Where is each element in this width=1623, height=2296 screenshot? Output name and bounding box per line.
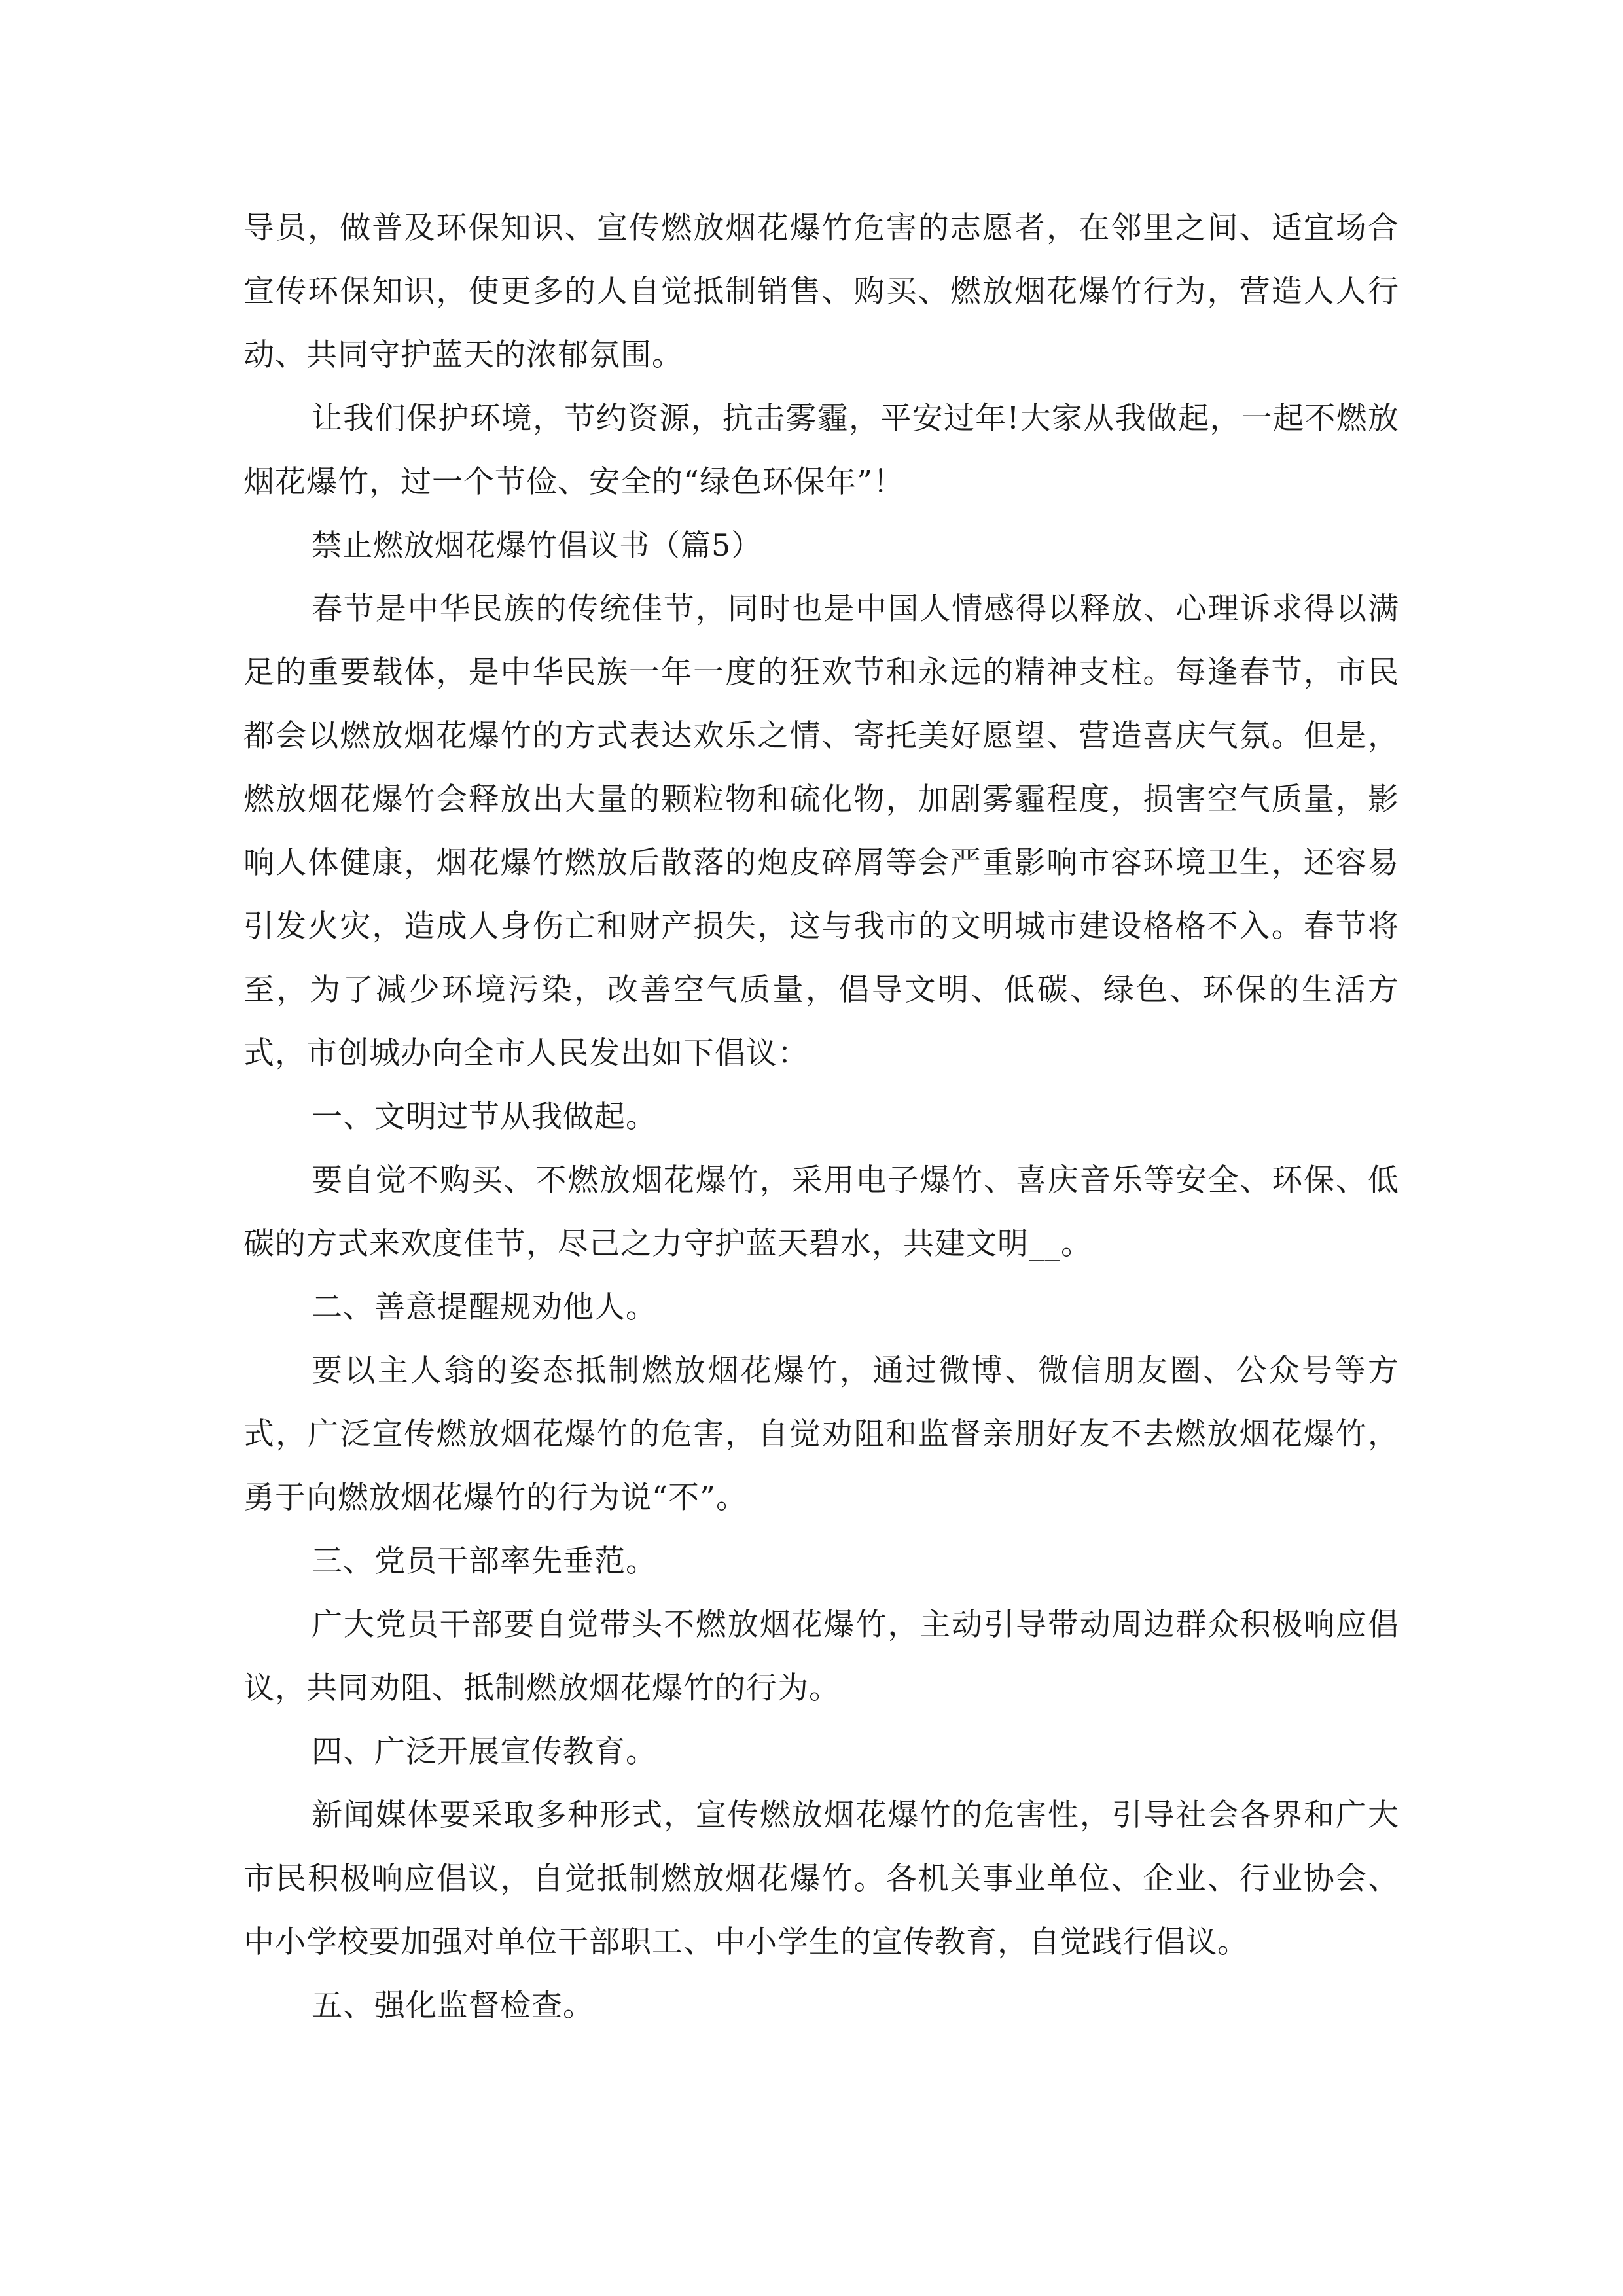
- paragraph-item-2: 要以主人翁的姿态抵制燃放烟花爆竹，通过微博、微信朋友圈、公众号等方式，广泛宣传燃放烟花爆竹的危害，自觉劝阻和监督亲朋好友不去燃放烟花爆竹，勇于向燃放烟花爆竹的行为说“不”。: [243, 1353, 1399, 1516]
- heading-item-1: 一、文明过节从我做起。: [312, 1099, 657, 1135]
- section-title: 禁止燃放烟花爆竹倡议书（篇5）: [312, 528, 762, 563]
- paragraph-continuation: 导员，做普及环保知识、宣传燃放烟花爆竹危害的志愿者，在邻里之间、适宜场合宣传环保知识，使更多的人自觉抵制销售、购买、燃放烟花爆竹行为，营造人人行动、共同守护蓝天的浓郁氛围。: [243, 210, 1399, 373]
- paragraph-item-4: 新闻媒体要采取多种形式，宣传燃放烟花爆竹的危害性，引导社会各界和广大市民积极响应倡议，自觉抵制燃放烟花爆竹。各机关事业单位、企业、行业协会、中小学校要加强对单位干部职工、中小学生的宣传教育，自觉践行倡议。: [243, 1797, 1399, 1960]
- paragraph-item-3: 广大党员干部要自觉带头不燃放烟花爆竹，主动引导带动周边群众积极响应倡议，共同劝阻、抵制燃放烟花爆竹的行为。: [243, 1607, 1399, 1706]
- heading-item-4: 四、广泛开展宣传教育。: [312, 1734, 657, 1770]
- paragraph-closing-call: 让我们保护环境，节约资源，抗击雾霾，平安过年!大家从我做起，一起不燃放烟花爆竹，过一个节俭、安全的“绿色环保年”！: [243, 401, 1399, 500]
- heading-item-5: 五、强化监督检查。: [312, 1988, 594, 2024]
- heading-item-3: 三、党员干部率先垂范。: [312, 1543, 657, 1579]
- heading-item-2: 二、善意提醒规劝他人。: [312, 1289, 657, 1325]
- document-body: [243, 196, 1399, 2037]
- paragraph-intro: 春节是中华民族的传统佳节，同时也是中国人情感得以释放、心理诉求得以满足的重要载体，是中华民族一年一度的狂欢节和永远的精神支柱。每逢春节，市民都会以燃放烟花爆竹的方式表达欢乐之情、寄托美好愿望、营造喜庆气氛。但是，燃放烟花爆竹会释放出大量的颗粒物和硫化物，加剧雾霾程度，损害空气质量，影响人体健康，烟花爆竹燃放后散落的炮皮碎屑等会严重影响市容环境卫生，还容易引发火灾，造成人身伤亡和财产损失，这与我市的文明城市建设格格不入。春节将至，为了减少环境污染，改善空气质量，倡导文明、低碳、绿色、环保的生活方式，市创城办向全市人民发出如下倡议：: [243, 591, 1399, 1071]
- paragraph-item-1: 要自觉不购买、不燃放烟花爆竹，采用电子爆竹、喜庆音乐等安全、环保、低碳的方式来欢度佳节，尽己之力守护蓝天碧水，共建文明__。: [243, 1162, 1399, 1262]
